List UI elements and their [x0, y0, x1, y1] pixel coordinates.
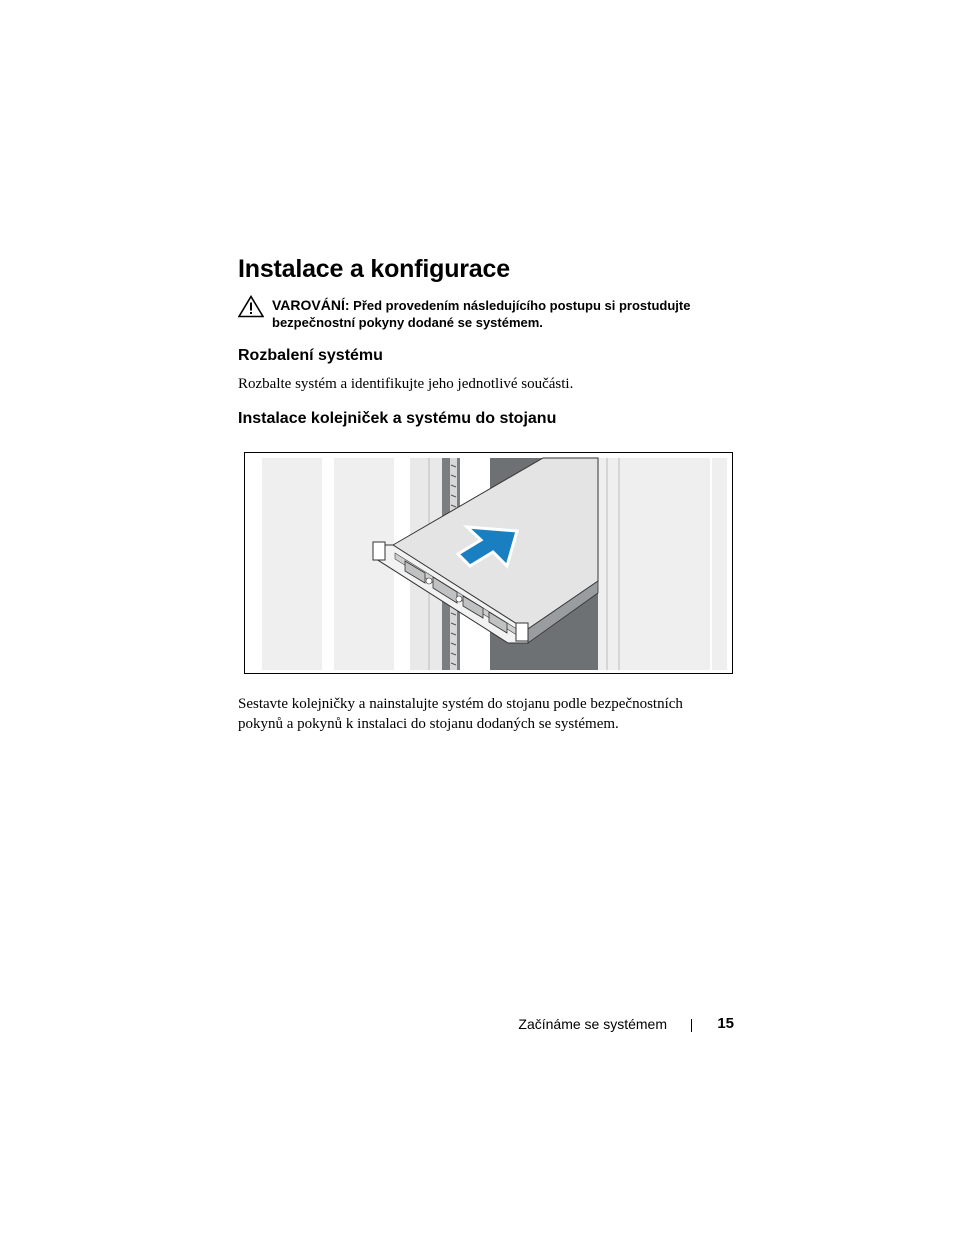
page-title: Instalace a konfigurace — [238, 255, 510, 283]
warning-label: VAROVÁNÍ: — [272, 297, 350, 313]
warning-body: Před provedením následujícího postupu si prostudujte bezpečnostní pokyny dodané se systémem. — [272, 298, 691, 330]
server-rack-installation-illustration — [245, 453, 732, 673]
warning-triangle-icon — [238, 295, 264, 318]
section-body-unpacking: Rozbalte systém a identifikujte jeho jednotlivé součásti. — [238, 376, 574, 392]
page-number: 15 — [717, 1015, 734, 1032]
section-heading-rack-install: Instalace kolejniček a systému do stojanu — [238, 410, 557, 427]
warning-text — [272, 297, 742, 331]
section-body-rack-install: Sestavte kolejničky a nainstalujte systém do stojanu podle bezpečnostních pokynů a pokynů k instalaci do stojanu dodaných se systémem. — [238, 696, 683, 732]
page-footer — [500, 1015, 735, 1035]
section-heading-unpacking: Rozbalení systému — [238, 347, 383, 364]
rack-installation-figure — [244, 452, 733, 674]
footer-section-name: Začínáme se systémem — [518, 1016, 667, 1032]
footer-separator — [691, 1019, 692, 1032]
